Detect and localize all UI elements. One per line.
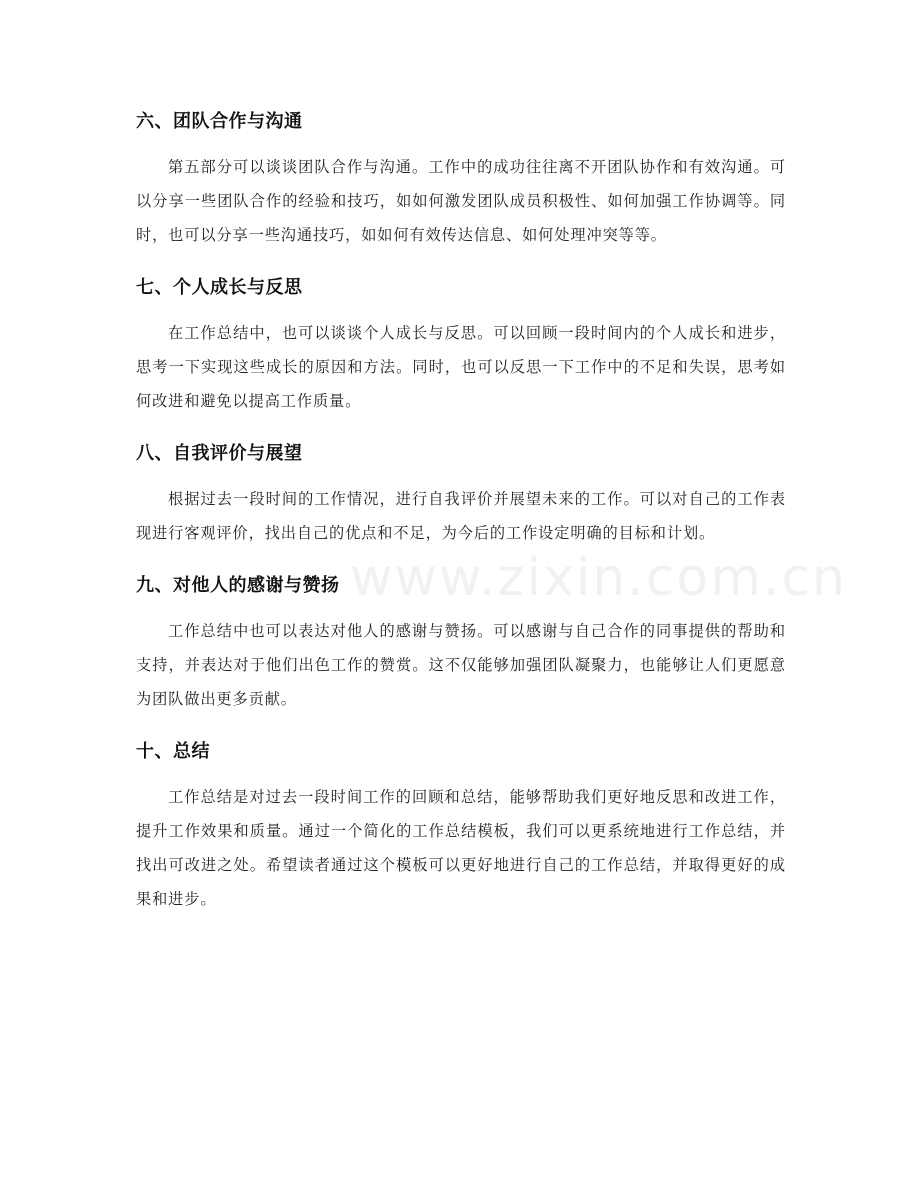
section-paragraph: 第五部分可以谈谈团队合作与沟通。工作中的成功往往离不开团队协作和有效沟通。可以分享一些团队合作的经验和技巧，如如何激发团队成员积极性、如何加强工作协调等。同时，也可以分享一些沟通技巧，如如何有效传达信息、如何处理冲突等等。 [136,158,786,244]
section-gratitude [136,568,786,716]
section-heading: 七、个人成长与反思 [136,277,303,298]
document-content [136,104,786,916]
section-heading: 八、自我评价与展望 [136,443,303,464]
section-personal-growth [136,270,786,418]
section-team-collaboration [136,104,786,252]
section-paragraph: 根据过去一段时间的工作情况，进行自我评价并展望未来的工作。可以对自己的工作表现进行客观评价，找出自己的优点和不足，为今后的工作设定明确的目标和计划。 [136,490,786,542]
section-paragraph: 工作总结中也可以表达对他人的感谢与赞扬。可以感谢与自己合作的同事提供的帮助和支持，并表达对于他们出色工作的赞赏。这不仅能够加强团队凝聚力，也能够让人们更愿意为团队做出更多贡献。 [136,622,786,708]
section-self-evaluation [136,436,786,550]
section-summary [136,734,786,916]
section-heading: 十、总结 [136,741,210,762]
section-heading: 六、团队合作与沟通 [136,111,303,132]
section-paragraph: 工作总结是对过去一段时间工作的回顾和总结，能够帮助我们更好地反思和改进工作，提升工作效果和质量。通过一个简化的工作总结模板，我们可以更系统地进行工作总结，并找出可改进之处。希望读者通过这个模板可以更好地进行自己的工作总结，并取得更好的成果和进步。 [136,788,786,908]
section-paragraph: 在工作总结中，也可以谈谈个人成长与反思。可以回顾一段时间内的个人成长和进步，思考一下实现这些成长的原因和方法。同时，也可以反思一下工作中的不足和失误，思考如何改进和避免以提高工作质量。 [136,324,786,410]
section-heading: 九、对他人的感谢与赞扬 [136,575,340,596]
watermark: www.zixin.com.cn [350,548,847,608]
